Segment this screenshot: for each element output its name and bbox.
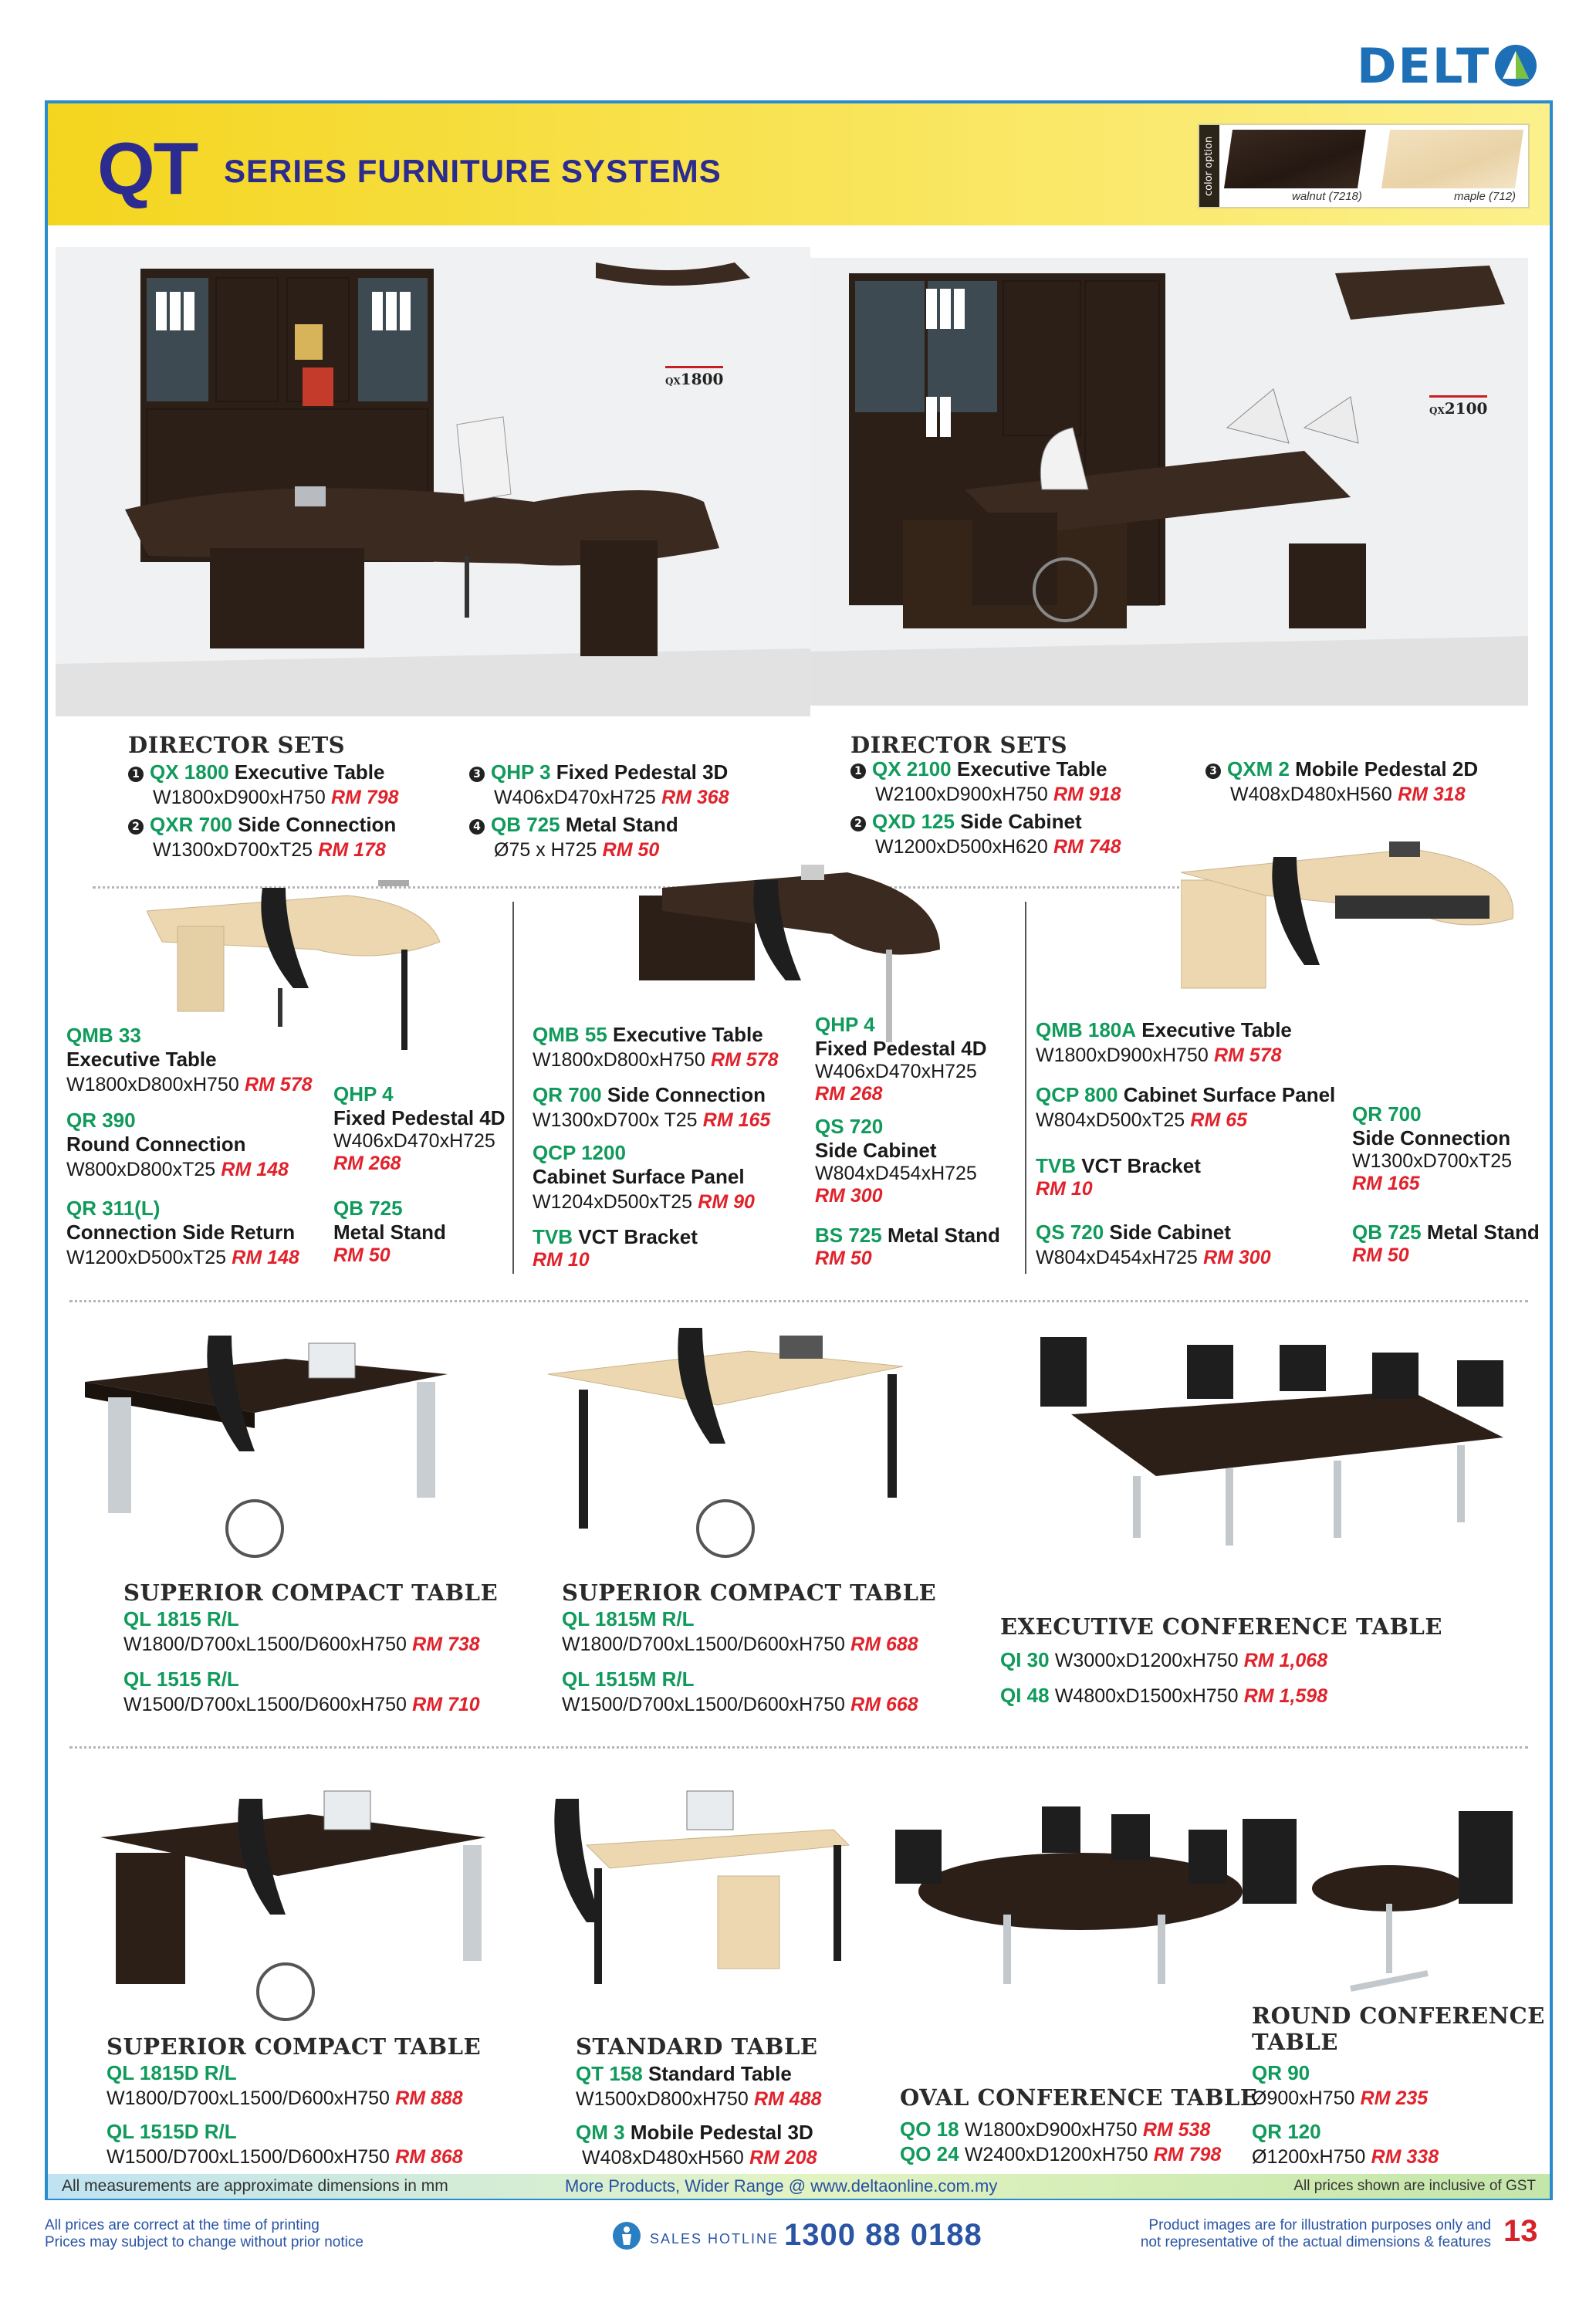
r2m-item-1: QMB 55 Executive Table W1800xD800xH750 RM 578	[533, 1023, 779, 1071]
series-title: SERIES FURNITURE SYSTEMS	[224, 153, 722, 189]
r2l-item-2: QR 390 Round Connection W800xD800xT25 RM 148	[66, 1109, 289, 1180]
round-item-1: QR 90 Ø900xH750 RM 235	[1252, 2061, 1429, 2109]
ds2-item-3: 3 QXM 2 Mobile Pedestal 2D W408xD480xH560 RM 318	[1205, 757, 1478, 806]
standard-title: STANDARD TABLE	[576, 2033, 818, 2060]
divider-2	[69, 1300, 1528, 1302]
standard-item-1: QT 158 Standard Table W1500xD800xH750 RM 488	[576, 2062, 822, 2110]
round-item-2: QR 120 Ø1200xH750 RM 338	[1252, 2120, 1439, 2168]
walnut-swatch	[1224, 130, 1366, 188]
color-option-panel	[1198, 124, 1530, 208]
hotline-label: SALES HOTLINE	[650, 2231, 779, 2247]
ds1-item-2: 2 QXR 700 Side Connection W1300xD700xT25 RM 178	[128, 812, 396, 862]
conference-title: EXECUTIVE CONFERENCE TABLE	[1000, 1613, 1442, 1640]
r2m-item-2: QR 700 Side Connection W1300xD700x T25 RM 165	[533, 1083, 771, 1131]
website-link[interactable]: More Products, Wider Range @ www.deltaonline.com.my	[565, 2176, 998, 2196]
maple-label: maple (712)	[1454, 190, 1517, 203]
oval-title: OVAL CONFERENCE TABLE	[900, 2084, 1258, 2111]
r2r-item-5: QR 700 Side Connection W1300xD700xT25 RM 165	[1352, 1102, 1513, 1194]
walnut-label: walnut (7218)	[1292, 190, 1362, 203]
ql1815-photo	[77, 1312, 463, 1559]
compact3-item-2: QL 1515D R/L W1500/D700xL1500/D600xH750 RM 868	[107, 2120, 463, 2168]
r2m-item-4: TVB VCT Bracket RM 10	[533, 1225, 698, 1271]
director-sets-1-title: DIRECTOR SETS	[128, 732, 346, 758]
r2m-item-5: QHP 4 Fixed Pedestal 4D W406xD470xH725 RM 268	[815, 1013, 987, 1105]
r2l-item-3: QR 311(L) Connection Side Return W1200xD500xT25 RM 148	[66, 1197, 299, 1268]
ql1815m-photo	[533, 1305, 918, 1559]
director-set-2-photo	[810, 258, 1528, 706]
hotline-number[interactable]: 1300 88 0188	[784, 2218, 982, 2252]
ds2-item-2: 2 QXD 125 Side Cabinet W1200xD500xH620 RM 748	[850, 809, 1121, 858]
oval-item-1: QO 18 W1800xD900xH750 RM 538	[900, 2118, 1211, 2141]
page-number: 13	[1503, 2214, 1538, 2248]
divider-3	[69, 1746, 1528, 1749]
ds1-item-3: 3 QHP 3 Fixed Pedestal 3D W406xD470xH725 RM 368	[469, 760, 729, 809]
price-disclaimer: All prices are correct at the time of printing Prices may subject to change without prior notice	[45, 2217, 363, 2250]
compact2-item-2: QL 1515M R/L W1500/D700xL1500/D600xH750 RM 668	[562, 1668, 918, 1715]
ds2-item-1: 1 QX 2100 Executive Table W2100xD900xH750 RM 918	[850, 757, 1121, 806]
director-sets-2-title: DIRECTOR SETS	[850, 732, 1068, 758]
image-disclaimer: Product images are for illustration purposes only and not representative of the actual dimensions & features	[1140, 2217, 1491, 2250]
standard-item-2: QM 3 Mobile Pedestal 3D W408xD480xH560 RM 208	[576, 2121, 817, 2169]
qx2100-tag: QX2100	[1429, 395, 1487, 418]
qi-conference-photo	[1025, 1322, 1519, 1553]
r2m-item-3: QCP 1200 Cabinet Surface Panel W1204xD500xT25 RM 90	[533, 1141, 755, 1213]
qr-round-photo	[1235, 1788, 1528, 2004]
round-title: ROUND CONFERENCE TABLE	[1252, 2003, 1545, 2055]
conference-item-1: QI 30 W3000xD1200xH750 RM 1,068	[1000, 1648, 1328, 1671]
vdivider-2	[1025, 902, 1026, 1274]
qt158-photo	[540, 1768, 864, 2023]
hotline-icon	[613, 2222, 641, 2250]
r2l-item-1: QMB 33 Executive Table W1800xD800xH750 RM 578	[66, 1024, 313, 1095]
r2r-item-4: QS 720 Side Cabinet W804xD454xH725 RM 300	[1036, 1221, 1271, 1268]
r2l-item-5: QB 725 Metal Stand RM 50	[333, 1197, 446, 1266]
series-code: QT	[97, 127, 198, 210]
brand-logo	[1357, 37, 1557, 94]
r2r-item-2: QCP 800 Cabinet Surface Panel W804xD500xT25 RM 65	[1036, 1083, 1336, 1131]
compact3-item-1: QL 1815D R/L W1800/D700xL1500/D600xH750 RM 888	[107, 2061, 463, 2109]
compact1-item-2: QL 1515 R/L W1500/D700xL1500/D600xH750 RM 710	[123, 1668, 480, 1715]
qo-oval-photo	[880, 1799, 1266, 1999]
brand-triangle-icon	[1493, 43, 1538, 88]
qx1800-tag: QX1800	[665, 366, 723, 388]
gst-note: All prices shown are inclusive of GST	[1293, 2178, 1536, 2194]
color-option-label: color option	[1199, 125, 1219, 207]
conference-item-2: QI 48 W4800xD1500xH750 RM 1,598	[1000, 1684, 1328, 1707]
compact1-item-1: QL 1815 R/L W1800/D700xL1500/D600xH750 RM 738	[123, 1607, 480, 1655]
compact1-title: SUPERIOR COMPACT TABLE	[123, 1580, 499, 1606]
ql1815d-photo	[93, 1768, 502, 2023]
r2r-item-6: QB 725 Metal Stand RM 50	[1352, 1221, 1540, 1266]
vdivider-1	[512, 902, 514, 1274]
compact2-title: SUPERIOR COMPACT TABLE	[562, 1580, 937, 1606]
compact3-title: SUPERIOR COMPACT TABLE	[107, 2033, 482, 2060]
r2r-item-3: TVB VCT Bracket RM 10	[1036, 1154, 1201, 1200]
brand-wordmark: DELT	[1357, 37, 1491, 94]
maple-swatch	[1381, 130, 1523, 188]
ds1-item-4: 4 QB 725 Metal Stand Ø75 x H725 RM 50	[469, 812, 678, 862]
r2r-item-1: QMB 180A Executive Table W1800xD900xH750 RM 578	[1036, 1018, 1292, 1066]
r2m-item-7: BS 725 Metal Stand RM 50	[815, 1224, 1000, 1269]
oval-item-2: QO 24 W2400xD1200xH750 RM 798	[900, 2142, 1222, 2165]
compact2-item-1: QL 1815M R/L W1800/D700xL1500/D600xH750 RM 688	[562, 1607, 918, 1655]
r2m-item-6: QS 720 Side Cabinet W804xD454xH725 RM 300	[815, 1115, 977, 1207]
footer-bar	[48, 2174, 1550, 2199]
director-set-1-photo	[56, 247, 810, 716]
ds1-item-1: 1 QX 1800 Executive Table W1800xD900xH750 RM 798	[128, 760, 399, 809]
r2l-item-4: QHP 4 Fixed Pedestal 4D W406xD470xH725 RM 268	[333, 1082, 506, 1174]
measurement-note: All measurements are approximate dimensions in mm	[62, 2177, 448, 2195]
